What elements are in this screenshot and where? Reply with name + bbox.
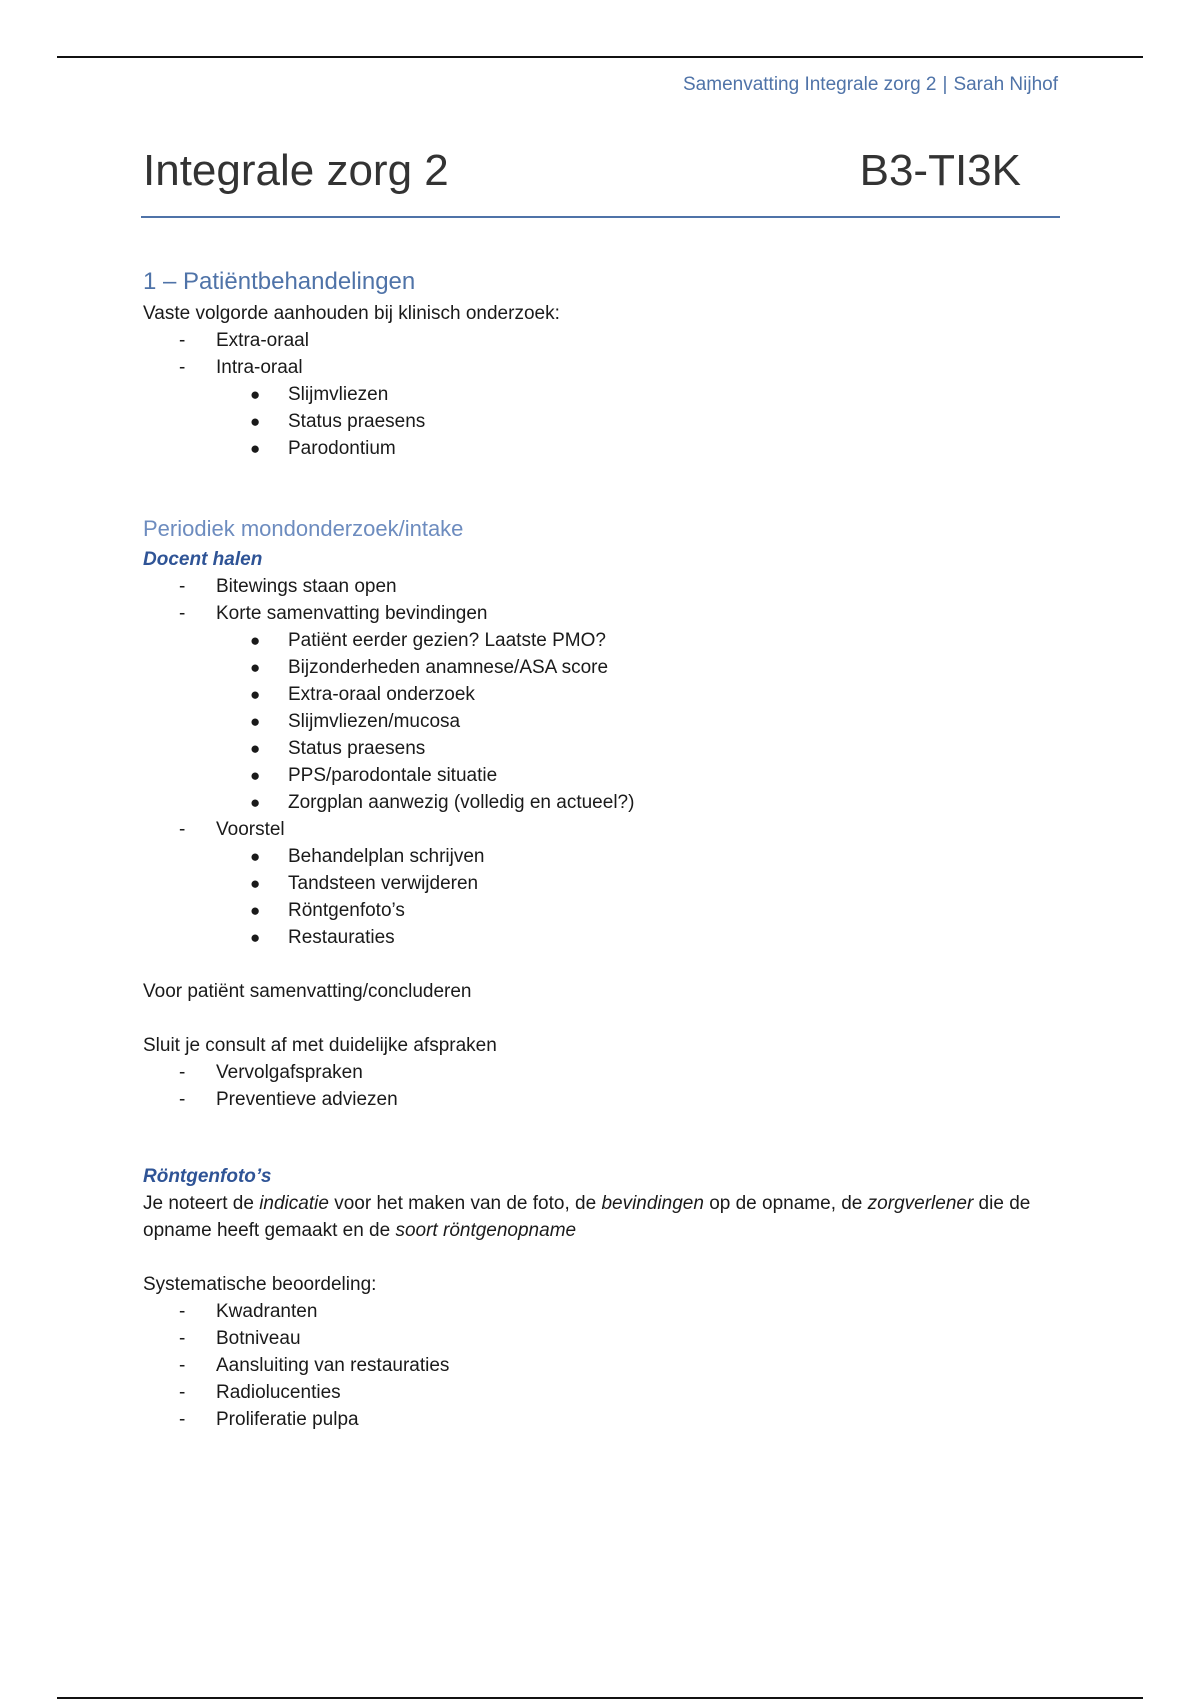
course-code: B3-TI3K <box>859 146 1021 195</box>
list-item-label: Radiolucenties <box>216 1382 341 1403</box>
sublist-item <box>143 735 1063 762</box>
sublist-item <box>143 435 1063 462</box>
sublist-item <box>143 681 1063 708</box>
list-item-label: Extra-oraal <box>216 330 309 351</box>
list-item-label: Intra-oraal <box>216 357 303 378</box>
dash-marker: - <box>179 1089 186 1110</box>
emphasis-zorgverlener: zorgverlener <box>867 1193 974 1214</box>
page-title: Integrale zorg 2 <box>143 146 449 195</box>
running-header <box>683 74 1058 96</box>
sublist-item <box>143 870 1063 897</box>
subheading-rontgenfotos: Röntgenfoto’s <box>143 1166 272 1187</box>
dash-marker: - <box>179 1355 186 1376</box>
bullet-marker: ● <box>250 412 261 431</box>
sublist-item-label: Restauraties <box>288 927 395 948</box>
text-run: voor het maken van de foto, de <box>328 1193 602 1214</box>
list-item-label: Korte samenvatting bevindingen <box>216 603 488 624</box>
sublist-item-label: PPS/parodontale situatie <box>288 765 498 786</box>
list-item <box>143 327 1063 354</box>
sublist-item <box>143 381 1063 408</box>
list-item-label: Preventieve adviezen <box>216 1089 398 1110</box>
systematic-assessment-intro: Systematische beoordeling: <box>143 1274 377 1295</box>
list-item-label: Aansluiting van restauraties <box>216 1355 450 1376</box>
sublist-item-label: Parodontium <box>288 438 396 459</box>
list-item <box>143 600 1063 627</box>
section-heading-periodiek-mondonderzoek: Periodiek mondonderzoek/intake <box>143 516 464 541</box>
list-item <box>143 1086 1063 1113</box>
list-item <box>143 1352 1063 1379</box>
closing-list <box>143 1059 1063 1113</box>
dash-marker: - <box>179 819 186 840</box>
title-row <box>143 146 1021 216</box>
dash-marker: - <box>179 1409 186 1430</box>
dash-marker: - <box>179 1301 186 1322</box>
sublist-item <box>143 627 1063 654</box>
header-author: Sarah Nijhof <box>953 74 1058 95</box>
document-body <box>143 264 1063 1433</box>
list-item <box>143 1325 1063 1352</box>
list-item <box>143 354 1063 381</box>
dash-marker: - <box>179 1382 186 1403</box>
sublist-item-label: Slijmvliezen/mucosa <box>288 711 461 732</box>
sublist-item <box>143 762 1063 789</box>
sublist-item <box>143 924 1063 951</box>
section2-findings-sublist <box>143 627 1063 816</box>
rontgen-paragraph <box>143 1190 1063 1244</box>
dash-marker: - <box>179 603 186 624</box>
emphasis-indicatie: indicatie <box>259 1193 329 1214</box>
list-item <box>143 573 1063 600</box>
bullet-marker: ● <box>250 631 261 650</box>
section1-intro: Vaste volgorde aanhouden bij klinisch onderzoek: <box>143 303 560 324</box>
bullet-marker: ● <box>250 847 261 866</box>
bullet-marker: ● <box>250 658 261 677</box>
section2-list <box>143 573 1063 627</box>
systematic-assessment-list <box>143 1298 1063 1433</box>
bullet-marker: ● <box>250 739 261 758</box>
page-bottom-rule <box>57 1697 1143 1699</box>
list-item <box>143 816 1063 843</box>
section1-list <box>143 327 1063 381</box>
bullet-marker: ● <box>250 385 261 404</box>
sublist-item-label: Status praesens <box>288 738 426 759</box>
dash-marker: - <box>179 330 186 351</box>
sublist-item-label: Status praesens <box>288 411 426 432</box>
list-item-label: Voorstel <box>216 819 285 840</box>
title-underline <box>141 216 1060 218</box>
sublist-item-label: Slijmvliezen <box>288 384 389 405</box>
closing-consult-paragraph: Sluit je consult af met duidelijke afspraken <box>143 1035 497 1056</box>
page-top-rule <box>57 56 1143 58</box>
sublist-item <box>143 408 1063 435</box>
bullet-marker: ● <box>250 793 261 812</box>
text-run: op de opname, de <box>703 1193 868 1214</box>
sublist-item-label: Patiënt eerder gezien? Laatste PMO? <box>288 630 606 651</box>
list-item <box>143 1379 1063 1406</box>
sublist-item <box>143 897 1063 924</box>
list-item <box>143 1298 1063 1325</box>
sublist-item <box>143 789 1063 816</box>
section2-proposal-sublist <box>143 843 1063 951</box>
bullet-marker: ● <box>250 685 261 704</box>
bullet-marker: ● <box>250 901 261 920</box>
bullet-marker: ● <box>250 874 261 893</box>
dash-marker: - <box>179 1328 186 1349</box>
sublist-item-label: Bijzonderheden anamnese/ASA score <box>288 657 609 678</box>
list-item <box>143 1059 1063 1086</box>
bullet-marker: ● <box>250 766 261 785</box>
sublist-item <box>143 843 1063 870</box>
section2-list-continued <box>143 816 1063 843</box>
list-item-label: Botniveau <box>216 1328 301 1349</box>
bullet-marker: ● <box>250 928 261 947</box>
dash-marker: - <box>179 357 186 378</box>
list-item-label: Proliferatie pulpa <box>216 1409 359 1430</box>
dash-marker: - <box>179 1062 186 1083</box>
list-item-label: Bitewings staan open <box>216 576 397 597</box>
list-item <box>143 1406 1063 1433</box>
sublist-item <box>143 654 1063 681</box>
sublist-item-label: Tandsteen verwijderen <box>288 873 479 894</box>
text-run: Je noteert de <box>143 1193 260 1214</box>
header-separator: | <box>942 74 948 95</box>
header-document-name: Samenvatting Integrale zorg 2 <box>683 74 937 95</box>
sublist-item-label: Extra-oraal onderzoek <box>288 684 475 705</box>
emphasis-soort-rontgenopname: soort röntgenopname <box>395 1220 577 1241</box>
sublist-item-label: Röntgenfoto’s <box>288 900 405 921</box>
bullet-marker: ● <box>250 712 261 731</box>
sublist-item-label: Behandelplan schrijven <box>288 846 485 867</box>
bullet-marker: ● <box>250 439 261 458</box>
section1-sublist <box>143 381 1063 462</box>
text-run: die de opname heeft gemaakt en de <box>143 1193 1031 1241</box>
sublist-item-label: Zorgplan aanwezig (volledig en actueel?) <box>288 792 635 813</box>
patient-summary-paragraph: Voor patiënt samenvatting/concluderen <box>143 981 472 1002</box>
subheading-docent-halen: Docent halen <box>143 549 263 570</box>
dash-marker: - <box>179 576 186 597</box>
sublist-item <box>143 708 1063 735</box>
emphasis-bevindingen: bevindingen <box>601 1193 704 1214</box>
list-item-label: Vervolgafspraken <box>216 1062 363 1083</box>
section-heading-patientbehandelingen: 1 – Patiëntbehandelingen <box>143 268 416 295</box>
list-item-label: Kwadranten <box>216 1301 318 1322</box>
